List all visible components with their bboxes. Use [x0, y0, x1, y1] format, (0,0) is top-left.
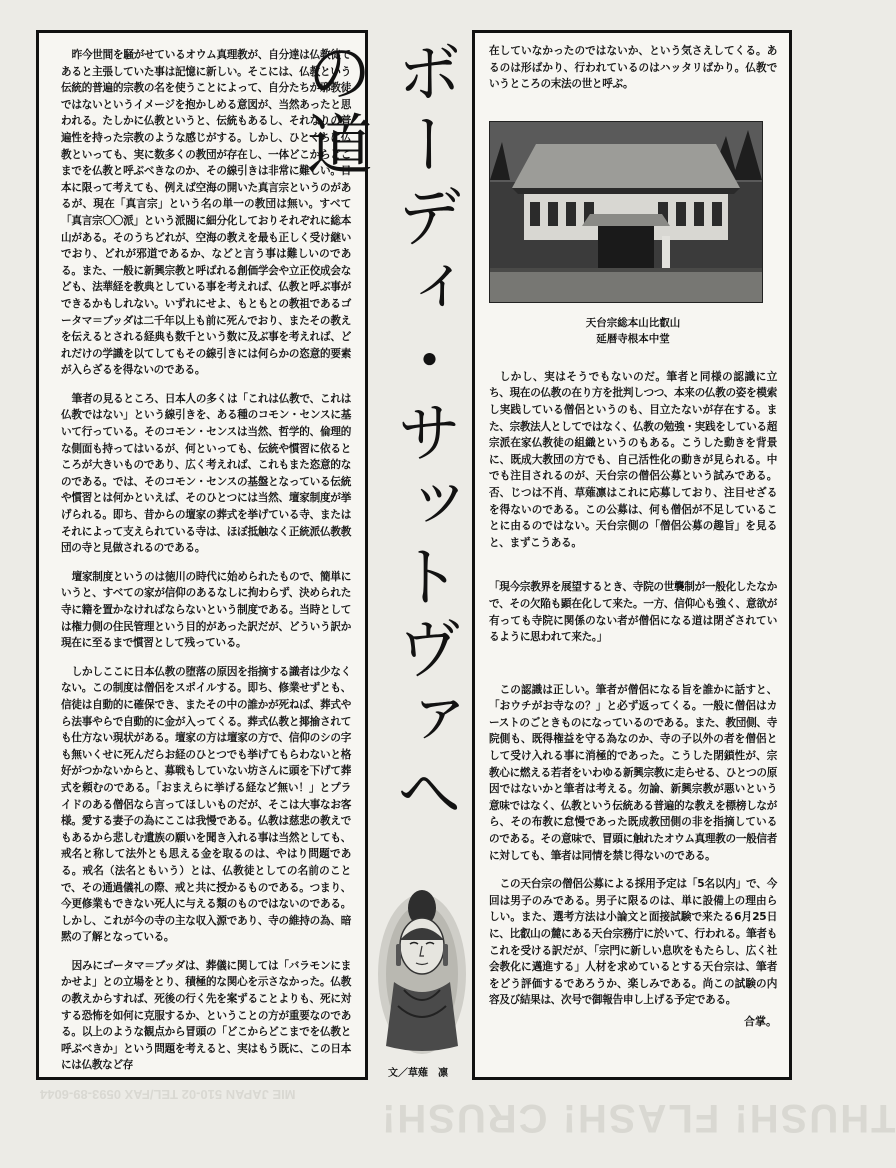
quote-block	[489, 579, 777, 645]
right-intro: 在していなかったのではないか、という気さえしてくる。あるのは形ばかり、行われているのはハッタリばかり。仏教でいうところの末法の世と呼ぶ。	[489, 45, 777, 91]
left-paragraph-4: しかしここに日本仏教の堕落の原因を指摘する識者は少なくない。この制度は僧侶をスポイルする。即ち、修業せずとも、信徒は自動的に確保でき、またその中の誰かが死ねば、葬式やら法事やらで自動的に金が入ってくる。葬式仏教と揶揄されても仕方ない現状がある。壇家の方は壇家の方で、信仰のシの字も無いくせに死んだらお経のひとつでも挙げてもらわないと格好がつかないからと、募戦もしていない坊さんに頭を下げて葬式を頼むのである。「おまえらに挙げる経など無い！」とプライドのある僧侶なら言ってほしいものだが、そこは大事なお客様。愛する妻子の為にここは我慢である。仏教は慈悲の教えでもあるから悲しむ遺族の願いを聞き入れる事は当然としても、戒名と称して法外とも思える金を取るのは、やはり問題である。戒名（法名ともいう）とは、仏教徒としての名前のことで、その通過儀礼の際、戒と共に授かるものである。つまり、今更修業もできない死人に与える類のものではないのである。しかし、これが今の寺の主な収入源であり、寺の維持の為、暗黙の了解となっている。	[61, 665, 351, 944]
right-paragraph-2: この認識は正しい。筆者が僧侶になる旨を誰かに話すと、「おウチがお寺なの？」と必ず返ってくる。一般に僧侶はカーストのごときものになっているのである。また、教団側、寺院側も、既得権益を守る為なのか、寺の子以外の者を僧侶として受け入れる事に消極的であった。こうした閉鎖性が、宗教心に燃える若者をいわゆる新興宗教に走らせる、ひとつの原因ではないかと筆者は考える。勿論、新興宗教が悪いという意味ではなく、仏教という伝統ある普遍的な教えを標榜しながら、その布教に怠慢であった既成教団側の非を指摘しているのである。その意味で、冒頭に触れたオウム真理教の一般信者に対しても、筆者は同情を禁じ得ないのである。	[489, 683, 778, 862]
closing-text: 合掌。	[744, 1014, 777, 1028]
left-paragraph-5: 因みにゴータマ＝ブッダは、葬儀に関しては「バラモンにまかせよ」との立場をとり、積極的な関心を示さなかった。仏教の教えからすれば、死後の行く先を案ずることよりも、死に対する恐怖を如何に克服するか、ということの方が重要なのである。以上のような観点から冒頭の「どこからどこまでを仏教と呼ぶべきか」という問題を考えると、実はもう既に、この日本には仏教など存	[61, 959, 351, 1072]
left-paragraph-3: 壇家制度というのは徳川の時代に始められたもので、簡単にいうと、すべての家が信仰のあるなしに拘わらず、決められた寺に籍を置かなければならないという制度である。当時としては権力側の住民管理という目的があった訳だが、どういう訳か現在に至るまで慣習として残っている。	[61, 570, 351, 650]
background-ghost-text: THUSH! FLASH! CRUSH!	[380, 1096, 896, 1140]
byline: 文／草薙 凛	[388, 1068, 448, 1079]
quote-text: 「現今宗教界を展望するとき、寺院の世襲制が一般化したなかで、その欠陥も顕在化して来た。一方、信仰心も強く、意欲が有っても寺院に関係のない者が僧侶になる道は閉ざされているように思われて来た。」	[489, 581, 777, 644]
left-paragraph-1: 昨今世間を騒がせているオウム真理教が、自分達は仏教徒であると主張していた事は記憶に新しい。そこには、仏教という伝統的普遍的宗教の名を使うことによって、自分たちが邪教徒ではないというイメージを抱かしめる意図が、当然あったと思われる。たしかに仏教というと、伝統もあるし、それなりの普遍性を持った宗教のような感じがする。しかし、ひとくちに仏教といっても、実に数多くの教団が存在し、一体どこからどこまでを仏教と呼ぶべきなのか、その線引きは非常に難しい。日本に限って考えても、例えば空海の開いた真言宗というのがあるが、現在「真言宗」という名の単一の教団は無い。すべて「真言宗〇〇派」という派閥に細分化しておりそれぞれに総本山がある。そのうちどれが、空海の教えを最も正しく受け継いでおり、どれが邪道であるか、などと言う事は難しいのである。また、一般に新興宗教と呼ばれる創価学会や立正佼成会なども、法華経を教典としている事を考えれば、仏教と呼ぶ事ができるかもしれない。いずれにせよ、もともとの教祖であるゴータマ＝ブッダは二千年以上も前に死んでおり、またその教えを伝えるとされる経典も数千という数に及ぶ事を考えれば、どれだけの学識を以てしてもその線引きには何らかの恣意的要素が入らざるを得ないのである。	[61, 49, 351, 377]
right-paragraph-3: この天台宗の僧侶公募による採用予定は「5名以内」で、今回は男子のみである。男子に限るのは、単に設備上の理由らしい。また、選考方法は小論文と面接試験で来たる6月25日に、比叡山の麓にある天台宗務庁に於いて、行われる。筆者もこれを受ける訳だが、「宗門に新しい息吹をもたらし、広く社会教化に邁進する」人材を求めているとする天台宗は、筆者をどう評価するであろうか、楽しみである。尚この試験の内容及び結果は、次号で御報告申し上げる予定である。	[489, 878, 778, 1007]
buddha-illustration	[374, 878, 470, 1056]
left-column	[36, 30, 368, 1080]
background-ghost-address: MIE JAPAN 510-02 TEL/FAX 0593-89-6044	[40, 1087, 296, 1103]
right-paragraph-1: しかし、実はそうでもないのだ。筆者と同様の認識に立ち、現在の仏教の在り方を批判しつつ、本来の仏教の姿を模索し実践している僧侶というのも、目立たないが存在する。また、宗教法人としてではなく、仏教の勉強・実践をしている超宗派在家仏教徒の組織というのもある。こうした動きを背景に、既成大教団の方でも、自己活性化の動きが見られる。中でも注目されるのが、天台宗の僧侶公募という試みである。否、じつは不肖、草薙凛はこれに応募しており、注目せざるを得ないのである。この公募は、何も僧侶が不足していることに由るのではない。天台宗側の「僧侶公募の趣旨」を見ると、まずこうある。	[489, 370, 778, 549]
photo-caption	[489, 315, 777, 347]
photo-caption-line-1: 天台宗総本山比叡山	[585, 316, 681, 329]
temple-photo	[489, 121, 763, 303]
left-paragraph-2: 筆者の見るところ、日本人の多くは「これは仏教で、これは仏教ではない」という線引きを、ある種のコモン・センスに基いて行っている。そのコモン・センスは当然、哲学的、倫理的な側面も持ってはいるが、何といっても、伝統や慣習に依るところが大きいものであり、広く考えれば、これもまた恣意的なのである。では、そのコモン・センスの基盤となっている伝統や慣習とは何かといえば、そのひとつには当然、壇家制度が挙げられる。即ち、昔からの壇家の葬式を挙げている寺、またはそれによって支えられている寺は、ほぼ抵触なく正統派仏教教団の寺と見做されるのである。	[61, 392, 351, 555]
photo-caption-line-2: 延暦寺根本中堂	[596, 332, 670, 345]
right-column	[472, 30, 792, 1080]
article-title: ボーディ・サットヴァへの道	[295, 38, 462, 830]
